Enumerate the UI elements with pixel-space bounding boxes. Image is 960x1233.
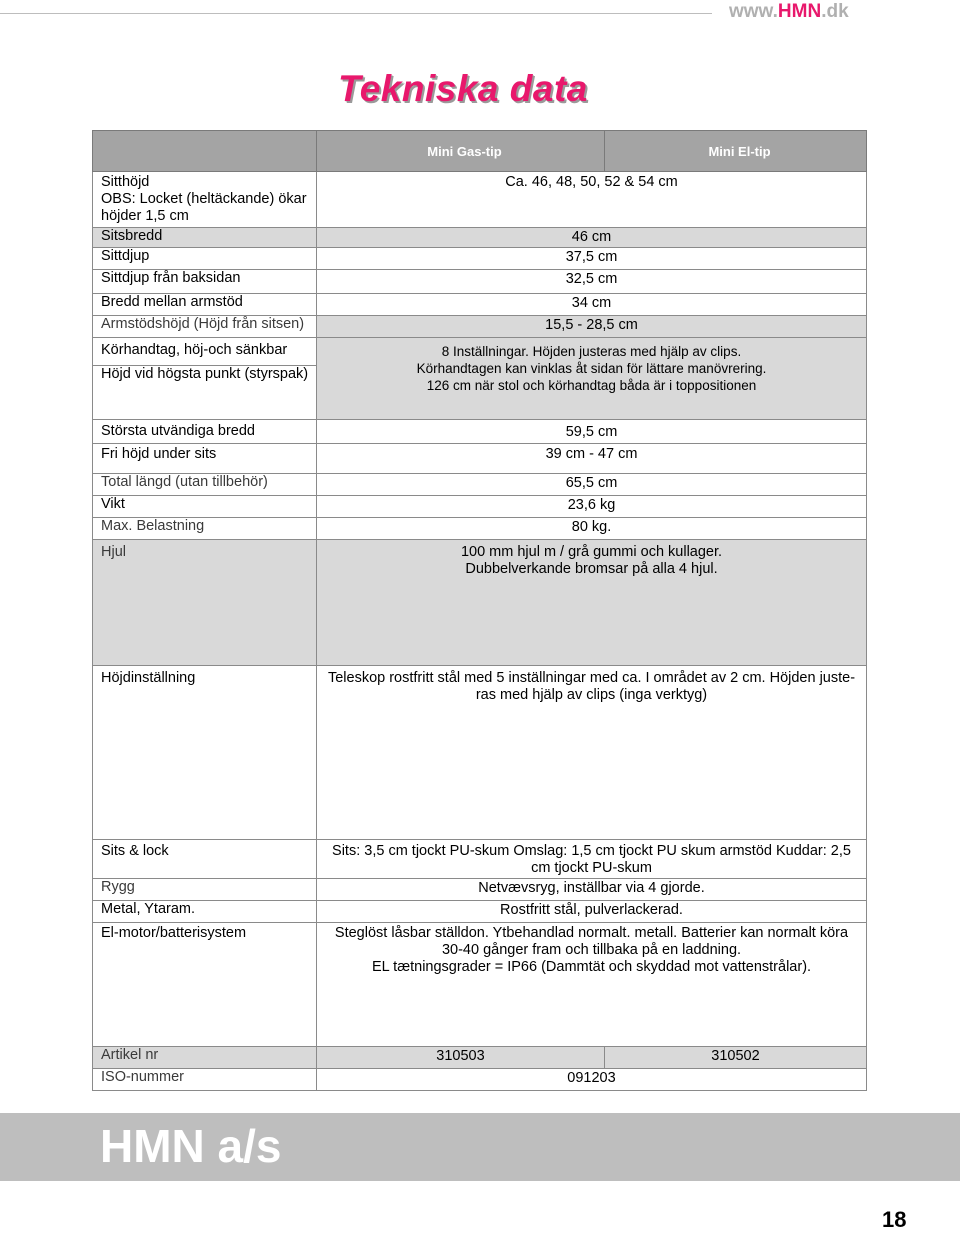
spec-table: [92, 130, 867, 1091]
table-row: [93, 1047, 867, 1069]
table-row: [93, 496, 867, 518]
row-value: Netvævsryg, inställbar via 4 gjorde.: [317, 879, 867, 901]
table-row: [93, 879, 867, 901]
row-label: Sits & lock: [93, 840, 317, 879]
page-title: Tekniska data: [338, 68, 588, 109]
row-label: ISO-nummer: [93, 1069, 317, 1091]
row-value: 100 mm hjul m / grå gummi och kullager. Dubbelverkande bromsar på alla 4 hjul.: [317, 540, 867, 666]
row-value: 39 cm - 47 cm: [317, 444, 867, 474]
footer-band: [0, 1113, 960, 1181]
table-row: [93, 1069, 867, 1091]
row-value: 32,5 cm: [317, 270, 867, 294]
table-row: [93, 172, 867, 228]
row-label: Största utvändiga bredd: [93, 420, 317, 444]
row-label: Sitthöjd OBS: Locket (heltäckande) ökar höjder 1,5 cm: [93, 172, 317, 228]
row-value: 091203: [317, 1069, 867, 1091]
row-label: Rygg: [93, 879, 317, 901]
row-label: Sittdjup: [93, 248, 317, 270]
row-value: 37,5 cm: [317, 248, 867, 270]
row-label: Höjdinställning: [93, 666, 317, 840]
row-value: Ca. 46, 48, 50, 52 & 54 cm: [317, 172, 867, 228]
value-line: Körhandtagen kan vinklas åt sidan för lättare manövrering.: [416, 361, 767, 376]
row-label: Höjd vid högsta punkt (styrspak): [93, 366, 317, 420]
row-label: Sittdjup från baksidan: [93, 270, 317, 294]
table-row: [93, 420, 867, 444]
brand-suffix: .dk: [821, 1, 849, 22]
table-row: [93, 270, 867, 294]
artikel-gas: 310503: [317, 1047, 605, 1069]
row-value-korhandtag: [317, 338, 867, 420]
header-col-gas: Mini Gas-tip: [317, 131, 605, 172]
value-line: 8 Inställningar. Höjden justeras med hjälp av clips.: [441, 344, 742, 359]
company-name: HMN a/s: [100, 1120, 282, 1172]
row-label: El-motor/batterisystem: [93, 923, 317, 1047]
artikel-el: 310502: [605, 1047, 867, 1069]
row-value: Teleskop rostfritt stål med 5 inställningar med ca. I området av 2 cm. Höjden juste- ras med hjälp av clips (inga verktyg): [317, 666, 867, 840]
brand-url: [729, 1, 849, 23]
row-label: Artikel nr: [93, 1047, 317, 1069]
table-row: [93, 316, 867, 338]
row-value: Sits: 3,5 cm tjockt PU-skum Omslag: 1,5 cm tjockt PU skum armstöd Kuddar: 2,5 cm tjockt PU-skum: [317, 840, 867, 879]
header-empty: [93, 131, 317, 172]
table-row: [93, 901, 867, 923]
table-row: [93, 228, 867, 248]
row-value: 80 kg.: [317, 518, 867, 540]
table-row: [93, 248, 867, 270]
table-row: [93, 840, 867, 879]
row-value: 65,5 cm: [317, 474, 867, 496]
row-value: 59,5 cm: [317, 420, 867, 444]
brand-highlight: HMN: [777, 1, 822, 22]
row-label: Metal, Ytaram.: [93, 901, 317, 923]
table-row: [93, 444, 867, 474]
table-row: [93, 294, 867, 316]
header-col-el: Mini El-tip: [605, 131, 867, 172]
row-label: Max. Belastning: [93, 518, 317, 540]
table-row: [93, 540, 867, 666]
table-row: [93, 338, 867, 366]
row-value: 46 cm: [317, 228, 867, 248]
table-row: [93, 923, 867, 1047]
value-line: 126 cm när stol och körhandtag båda är i toppositionen: [426, 378, 757, 393]
row-label: Fri höjd under sits: [93, 444, 317, 474]
table-row: [93, 474, 867, 496]
row-label: Hjul: [93, 540, 317, 666]
row-label: Armstödshöjd (Höjd från sitsen): [93, 316, 317, 338]
row-value: Rostfritt stål, pulverlackerad.: [317, 901, 867, 923]
row-label: Körhandtag, höj-och sänkbar: [93, 338, 317, 366]
row-value: Steglöst låsbar ställdon. Ytbehandlad normalt. metall. Batterier kan normalt köra 30-40 gånger fram och tillbaka på en laddning. EL tætningsgrader = IP66 (Dammtät och skyddad mot vattenstrålar).: [317, 923, 867, 1047]
row-label: Sitsbredd: [93, 228, 317, 248]
top-rule: [0, 13, 712, 14]
row-value: 23,6 kg: [317, 496, 867, 518]
row-label: Total längd (utan tillbehör): [93, 474, 317, 496]
table-row: [93, 666, 867, 840]
row-label: Bredd mellan armstöd: [93, 294, 317, 316]
brand-prefix: www.: [729, 1, 778, 22]
row-label: Vikt: [93, 496, 317, 518]
row-value: 15,5 - 28,5 cm: [317, 316, 867, 338]
table-row: [93, 518, 867, 540]
row-value: 34 cm: [317, 294, 867, 316]
page-number: 18: [882, 1207, 907, 1232]
table-header: [93, 131, 867, 172]
